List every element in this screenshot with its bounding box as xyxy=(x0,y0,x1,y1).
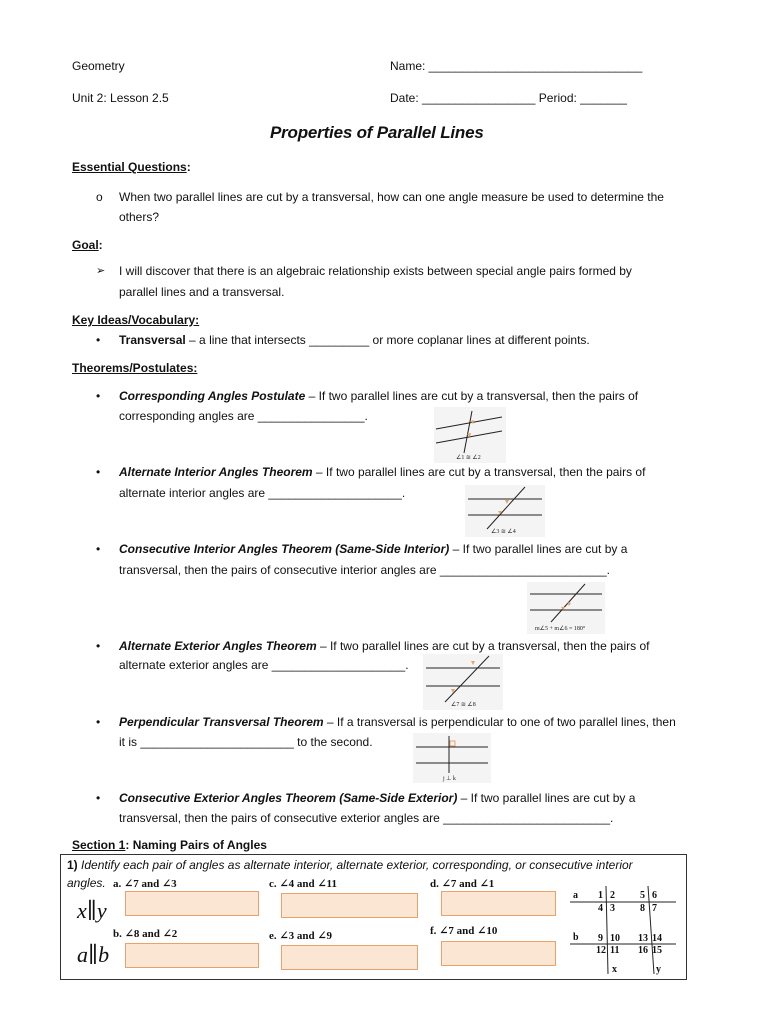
dot-bullet-icon: • xyxy=(96,639,101,653)
key-ideas-heading: Key Ideas/Vocabulary: xyxy=(72,313,200,327)
part-b-answer-input[interactable] xyxy=(125,943,259,968)
figure-caption: m∠5 + m∠6 = 180° xyxy=(535,626,586,632)
dot-bullet-icon: • xyxy=(96,791,101,805)
page-title: Properties of Parallel Lines xyxy=(270,123,484,142)
dot-bullet-icon: • xyxy=(96,333,101,347)
circle-bullet-icon: o xyxy=(96,190,103,204)
transversal-definition: Transversal – a line that intersects _________ or more coplanar lines at different points. xyxy=(119,333,590,347)
angle-numbering-diagram: a b x y 1 2 4 3 5 6 8 7 9 10 12 11 13 14 16 15 xyxy=(568,884,678,976)
corresponding-angles-figure xyxy=(434,407,506,463)
goal-heading: Goal: xyxy=(72,238,103,252)
essential-question-line2: others? xyxy=(119,210,160,224)
essential-questions-heading: Essential Questions: xyxy=(72,160,191,174)
name-field[interactable]: Name: ________________________________ xyxy=(390,59,643,73)
theorem-corresponding-line2: corresponding angles are ________________. xyxy=(119,409,368,423)
part-f-label: f. ∠7 and ∠10 xyxy=(430,925,498,937)
theorem-alt-interior-line1: Alternate Interior Angles Theorem – If two parallel lines are cut by a transversal, then the pairs of xyxy=(119,465,646,479)
goal-line2: parallel lines and a transversal. xyxy=(119,285,285,299)
alt-exterior-angles-figure xyxy=(423,654,503,710)
date-period-field[interactable]: Date: _________________ Period: _______ xyxy=(390,91,627,105)
alt-interior-angles-figure xyxy=(465,485,545,537)
theorem-consec-interior-line1: Consecutive Interior Angles Theorem (Same-Side Interior) – If two parallel lines are cut by a xyxy=(119,542,628,556)
dot-bullet-icon: • xyxy=(96,389,101,403)
theorem-alt-exterior-line1: Alternate Exterior Angles Theorem – If two parallel lines are cut by a transversal, then the pairs of xyxy=(119,639,650,653)
theorem-perpendicular-line1: Perpendicular Transversal Theorem – If a transversal is perpendicular to one of two parallel lines, then xyxy=(119,715,676,729)
dot-bullet-icon: • xyxy=(96,542,101,556)
part-e-answer-input[interactable] xyxy=(281,945,418,970)
theorem-alt-exterior-line2: alternate exterior angles are ____________________. xyxy=(119,658,409,672)
part-d-answer-input[interactable] xyxy=(441,891,556,916)
dot-bullet-icon: • xyxy=(96,715,101,729)
figure-caption: ∠7 ≅ ∠8 xyxy=(451,702,476,708)
essential-question-line1: When two parallel lines are cut by a transversal, how can one angle measure be used to determine the xyxy=(119,190,664,204)
part-a-label: a. ∠7 and ∠3 xyxy=(113,878,177,890)
figure-caption: j ⊥ k xyxy=(443,776,456,782)
theorem-consec-exterior-line1: Consecutive Exterior Angles Theorem (Same-Side Exterior) – If two parallel lines are cut by a xyxy=(119,791,636,805)
part-c-answer-input[interactable] xyxy=(281,893,418,918)
given-parallel-ab: a∥b xyxy=(77,942,110,967)
figure-caption: ∠3 ≅ ∠4 xyxy=(491,529,516,535)
part-b-label: b. ∠8 and ∠2 xyxy=(113,928,178,940)
consec-interior-angles-figure xyxy=(527,582,605,634)
question1-instruction-line1: 1) Identify each pair of angles as alternate interior, alternate exterior, corresponding, or consecutive interior xyxy=(67,858,633,872)
course-name: Geometry xyxy=(72,59,125,73)
part-c-label: c. ∠4 and ∠11 xyxy=(269,878,337,890)
theorem-corresponding-line1: Corresponding Angles Postulate – If two parallel lines are cut by a transversal, then the pairs of xyxy=(119,389,639,403)
section1-heading: Section 1: Naming Pairs of Angles xyxy=(72,838,267,852)
perpendicular-transversal-figure xyxy=(413,733,491,783)
dot-bullet-icon: • xyxy=(96,465,101,479)
theorem-consec-exterior-line2: transversal, then the pairs of consecutive exterior angles are _________________________. xyxy=(119,811,614,825)
question1-instruction-line2: angles. xyxy=(67,876,106,890)
part-d-label: d. ∠7 and ∠1 xyxy=(430,878,495,890)
theorem-consec-interior-line2: transversal, then the pairs of consecutive interior angles are _________________________. xyxy=(119,563,611,577)
arrow-bullet-icon: ➢ xyxy=(96,265,106,277)
part-f-answer-input[interactable] xyxy=(441,941,556,966)
figure-caption: ∠1 ≅ ∠2 xyxy=(456,455,481,461)
theorem-alt-interior-line2: alternate interior angles are ____________________. xyxy=(119,486,406,500)
theorem-perpendicular-line2: it is _______________________ to the second. xyxy=(119,735,373,749)
part-a-answer-input[interactable] xyxy=(125,891,259,916)
given-parallel-xy: x∥y xyxy=(77,898,107,923)
unit-lesson: Unit 2: Lesson 2.5 xyxy=(72,91,169,105)
theorems-heading: Theorems/Postulates: xyxy=(72,361,198,375)
part-e-label: e. ∠3 and ∠9 xyxy=(269,930,333,942)
goal-line1: I will discover that there is an algebraic relationship exists between special angle pairs formed by xyxy=(119,264,632,278)
